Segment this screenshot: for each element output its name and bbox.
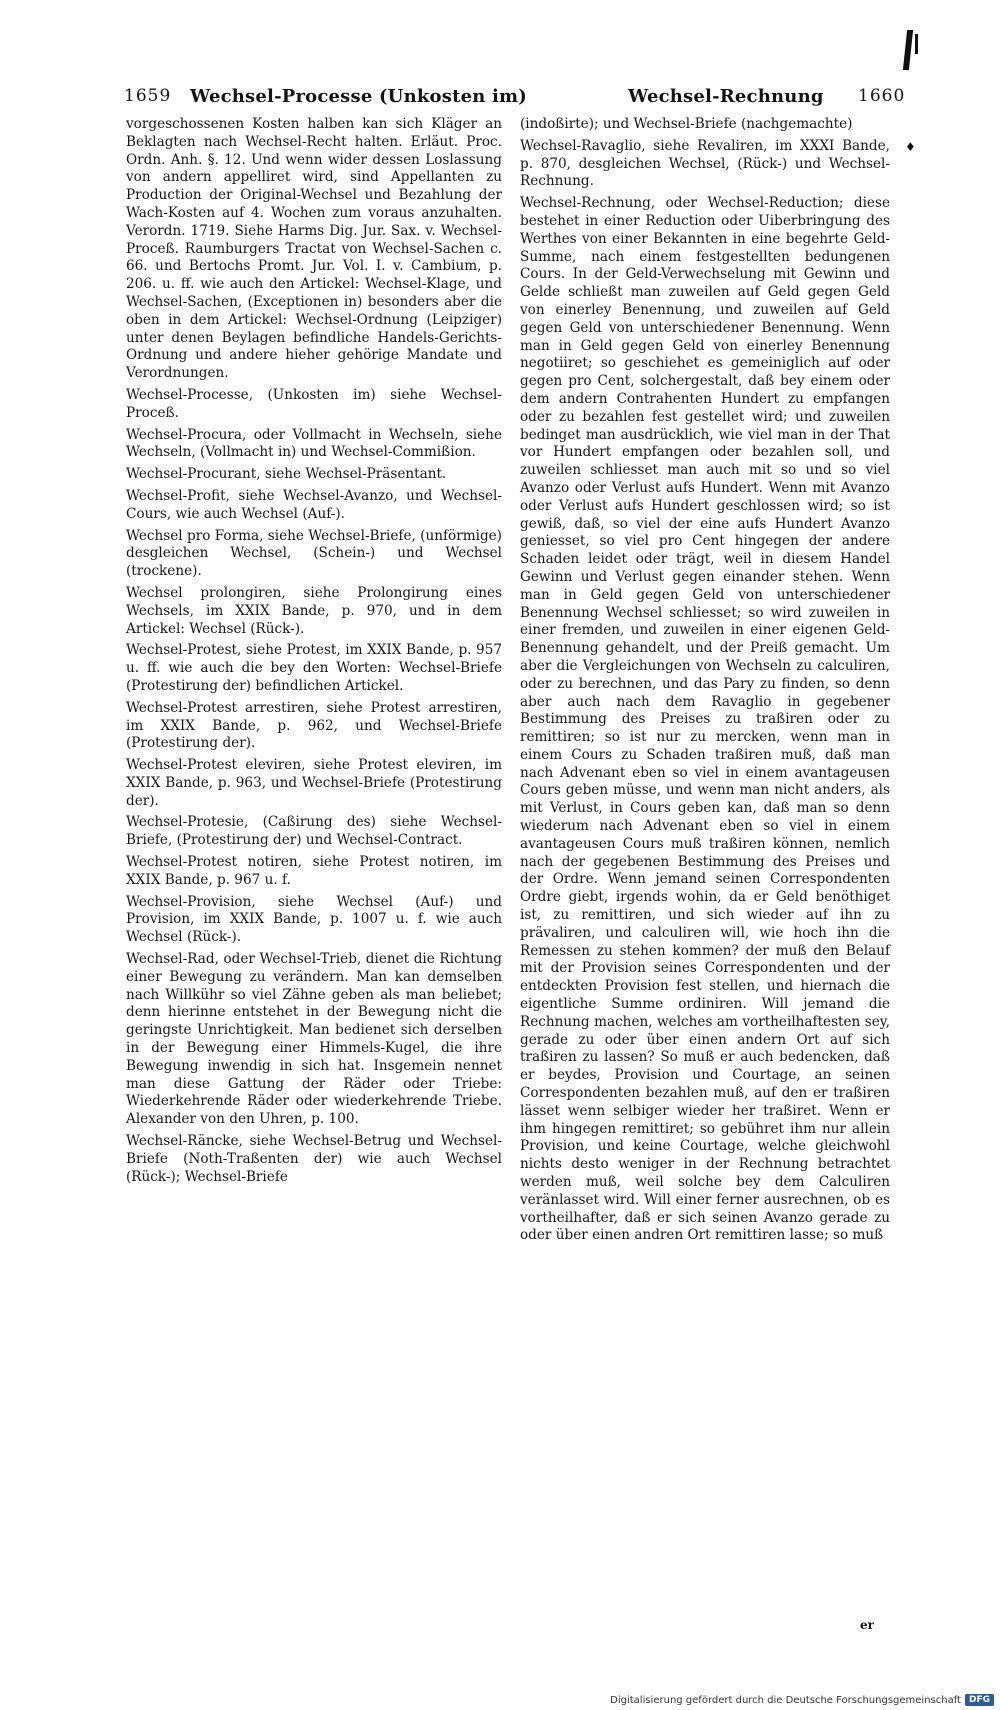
- running-head-right: Wechsel-Rechnung: [628, 86, 824, 107]
- right-column: [520, 116, 890, 1249]
- entry-paragraph: Wechsel-Protest notiren, siehe Protest notiren, im XXIX Bande, p. 967 u. f.: [126, 854, 502, 888]
- entry-paragraph: Wechsel prolongiren, siehe Prolongirung eines Wechsels, im XXIX Bande, p. 970, und in dem Artickel: Wechsel (Rück-).: [126, 584, 502, 637]
- entry-paragraph: Wechsel-Räncke, siehe Wechsel-Betrug und Wechsel-Briefe (Noth-Traßenten der) wie auch Wechsel (Rück-); Wechsel-Briefe: [126, 1133, 502, 1185]
- footer-text: Digitalisierung gefördert durch die Deutsche Forschungsgemeinschaft: [610, 1694, 961, 1706]
- margin-mark: ♦: [905, 140, 916, 154]
- entry-paragraph: Wechsel-Protest eleviren, siehe Protest eleviren, im XXIX Bande, p. 963, und Wechsel-Briefe (Protestirung der).: [126, 757, 502, 809]
- entry-paragraph: Wechsel-Procura, oder Vollmacht in Wechseln, siehe Wechseln, (Vollmacht in) und Wechsel-Commißion.: [126, 426, 502, 461]
- page-number-left: 1659: [124, 86, 172, 106]
- entry-paragraph: Wechsel-Processe, (Unkosten im) siehe Wechsel-Proceß.: [126, 386, 502, 421]
- entry-paragraph: Wechsel-Profit, siehe Wechsel-Avanzo, und Wechsel-Cours, wie auch Wechsel (Auf-).: [126, 487, 502, 522]
- catchword: er: [860, 1618, 874, 1632]
- entry-paragraph: Wechsel pro Forma, siehe Wechsel-Briefe, (unförmige) desgleichen Wechsel, (Schein-) und Wechsel (trockene).: [126, 527, 502, 580]
- entry-paragraph: vorgeschossenen Kosten halben kan sich Kläger an Beklagten nach Wechsel-Recht halten. Erläut. Proc. Ordn. Anh. §. 12. Und wenn wider dessen Loslassung von andern appelliret wird, sind Appellanten zu Production der Original-Wechsel und Bezahlung der Wach-Kosten auf 4. Wochen zum voraus anzuhalten. Verordn. 1719. Siehe Harms Dig. Jur. Sax. v. Wechsel-Proceß. Raumburgers Tractat von Wechsel-Sachen c. 66. und Bertochs Promt. Jur. Vol. I. v. Cambium, p. 206. u. ff. wie auch den Artickel: Wechsel-Klage, und Wechsel-Sachen, (Exceptionen in) besonders aber die oben in dem Artickel: Wechsel-Ordnung (Leipziger) unter denen Beylagen befindliche Handels-Gerichts-Ordnung und andere hieher gehörige Mandate und Verordnungen.: [126, 116, 502, 382]
- entry-paragraph: Wechsel-Procurant, siehe Wechsel-Präsentant.: [126, 466, 447, 483]
- entry-paragraph: Wechsel-Protest, siehe Protest, im XXIX Bande, p. 957 u. ff. wie auch die bey den Worten: Wechsel-Briefe (Protestirung der) befindlichen Artickel.: [126, 642, 502, 694]
- entry-paragraph: Wechsel-Provision, siehe Wechsel (Auf-) und Provision, im XXIX Bande, p. 1007 u. f. wie auch Wechsel (Rück-).: [126, 893, 502, 946]
- entry-paragraph: Wechsel-Protest arrestiren, siehe Protest arrestiren, im XXIX Bande, p. 962, und Wechsel-Briefe (Protestirung der).: [126, 699, 502, 752]
- entry-paragraph: (indoßirte); und Wechsel-Briefe (nachgemachte): [520, 116, 853, 132]
- entry-paragraph: Wechsel-Rad, oder Wechsel-Trieb, dienet die Richtung einer Bewegung zu verändern. Man kan demselben nach Willkühr so viel Zähne geben als man beliebet; denn hierinne entstehet in der Bewegung nicht die geringste Unrichtigkeit. Man bedienet sich derselben in der Bewegung einer Himmels-Kugel, die ihre Bewegung inwendig in sich hat. Insgemein nennet man diese Gattung der Räder oder Triebe: Wiederkehrende Räder oder wiederkehrende Triebe. Alexander von den Uhren, p. 100.: [126, 951, 502, 1128]
- entry-paragraph: Wechsel-Protesie, (Caßirung des) siehe Wechsel-Briefe, (Protestirung der) und Wechsel-Contract.: [126, 814, 502, 849]
- page-edge-mark: [903, 30, 913, 70]
- running-head-left: Wechsel-Processe (Unkosten im): [190, 86, 527, 107]
- entry-paragraph: Wechsel-Ravaglio, siehe Revaliren, im XXXI Bande, p. 870, desgleichen Wechsel, (Rück-) und Wechsel-Rechnung.: [520, 137, 890, 190]
- digitization-footer: [575, 1690, 1000, 1710]
- dfg-logo: DFG: [965, 1694, 994, 1706]
- page-number-right: 1660: [858, 86, 906, 106]
- page-edge-mark-small: [915, 34, 918, 54]
- entry-paragraph: Wechsel-Rechnung, oder Wechsel-Reduction; diese bestehet in einer Reduction oder Uiberbringung des Werthes von einer Bekannten in eine begehrte Geld-Summe, nach einem festgestellten bedungenen Cours. In der Geld-Verwechselung mit Gewinn und Gelde schließt man zuweilen auf Geld gegen Geld von einerley Benennung, und zuweilen auf Geld gegen Geld von unterschiedener Benennung. Wenn man in Geld gegen Geld von einerley Benennung negotiiret; so geschiehet es gemeiniglich auf oder gegen pro Cent, solchergestalt, daß bey einem oder dem andern Contrahenten Hundert zu empfangen oder zu bezahlen fest gestellet wird; und zuweilen bedinget man ausdrücklich, wie viel man in der That vor Hundert empfangen oder bezahlen soll, und zuweilen schliesset man auch mit so und so viel Avanzo oder Verlust aufs Hundert. Wenn mit Avanzo oder Verlust aufs Hundert geschlossen wird; so ist gewiß, daß, so viel der eine aufs Hundert Avanzo geniesset, so viel pro Cent hingegen der andere Schaden leidet oder trägt, weil in diesem Handel Gewinn und Verlust gegen einander stehen. Wenn man in Geld gegen Geld von unterschiedener Benennung Wechsel schliesset; so wird zuweilen in einer fremden, und zuweilen in einer eigenen Geld-Benennung gehandelt, und der Preiß gemacht. Um aber die Vergleichungen von Wechseln zu calculiren, oder zu berechnen, und das Pary zu finden, so denn aber auch nach dem Ravaglio in gegebener Bestimmung des Preises zu traßiren oder zu remittiren; so ist nur zu mercken, wenn man in einem Cours zu Schaden traßiren muß, daß man nach Advenant eben so viel in einem avantageusen Cours geben müsse, und wenn man nicht anders, als mit Verlust, in Cours geben kan, daß man so denn wiederum nach Advenant eben so viel in einem avantageusen Cours muß traßiren können, nemlich nach der gegebenen Bestimmung des Preises und der Ordre. Wenn jemand seinen Correspondenten Ordre giebt, irgends wohin, da er Geld benöthiget ist, zu remittiren, und sich wieder auf ihn zu prävaliren, und calculiren will, wie hoch ihn die Remessen zu stehen kommen? der muß den Belauf mit der Provision seines Correspondenten und der entdeckten Provision fest stellen, und hiernach die eigentliche Summe ordiniren. Will jemand die Rechnung machen, welches am vortheilhaftesten sey, gerade zu oder über einen andern Ort auf sich traßiren zu lassen? So muß er auch bedencken, daß er beydes, Provision und Courtage, an seinen Correspondenten bezahlen muß, auf den er traßiren lässet wenn selbiger wieder her traßiret. Wenn er ihm hingegen remittiret; so gebühret ihm nur allein Provision, und keine Courtage, welche gleichwohl nichts desto weniger in der Rechnung betrachtet werden muß, weil solche bey dem Calculiren veränlasset wird. Will einer ferner ausrechnen, ob es vortheilhafter, daß er sich seinen Avanzo gerade zu oder über einen andren Ort remittiren lasse; so muß: [520, 195, 890, 1244]
- left-column: [126, 116, 502, 1190]
